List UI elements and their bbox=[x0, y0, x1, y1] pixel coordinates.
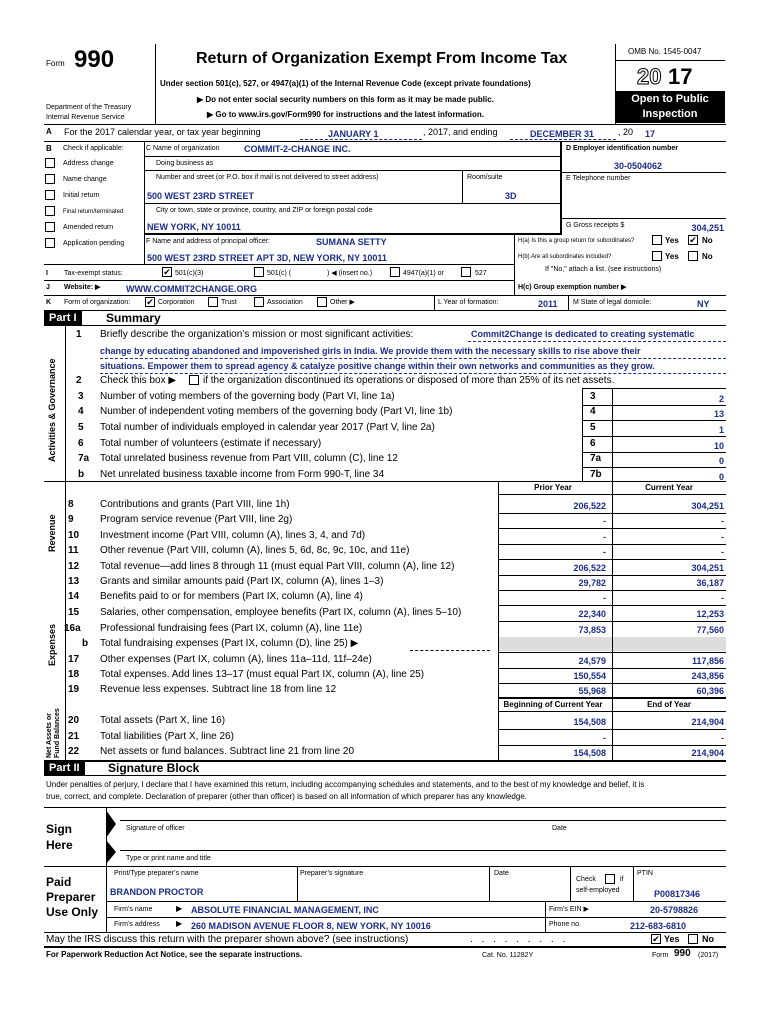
gov-line-value: 13 bbox=[713, 409, 724, 419]
4947-label: 4947(a)(1) or bbox=[403, 270, 444, 277]
fin-line-text: Other revenue (Part VIII, column (A), lines 5, 6d, 8c, 9c, 10c, and 11e) bbox=[100, 545, 410, 556]
discuss-yes: Yes bbox=[664, 934, 680, 944]
gov-row-rule bbox=[582, 467, 726, 468]
gross-receipts-label: G Gross receipts $ bbox=[566, 222, 625, 229]
line-i-label: I bbox=[46, 270, 48, 277]
fin-current-value: 304,251 bbox=[691, 501, 724, 511]
form-number: 990 bbox=[74, 46, 115, 73]
formation-year-label: L Year of formation: bbox=[438, 299, 499, 306]
irs-label: Internal Revenue Service bbox=[46, 114, 125, 121]
gov-line-text: Number of voting members of the governing body (Part VI, line 1a) bbox=[100, 391, 395, 402]
dba-label: Doing business as bbox=[156, 160, 214, 167]
if-label: if bbox=[620, 876, 624, 883]
initial-return-label: Initial return bbox=[63, 192, 100, 199]
fin-current-value: - bbox=[721, 532, 724, 542]
corporation-checkbox[interactable]: ✔ bbox=[146, 297, 154, 307]
527-checkbox[interactable] bbox=[461, 267, 471, 277]
cat-number: Cat. No. 11282Y bbox=[482, 952, 534, 959]
fin-current-value: - bbox=[721, 516, 724, 526]
gov-line-text: Net unrelated business taxable income from Form 990-T, line 34 bbox=[100, 469, 385, 480]
fin-prior-value: 206,522 bbox=[573, 501, 606, 511]
fin-line-num: 18 bbox=[68, 669, 80, 680]
line-a-20: , 20 bbox=[618, 127, 634, 137]
preparer-name-label: Print/Type preparer’s name bbox=[114, 870, 199, 877]
sign-arrow2-icon bbox=[106, 840, 118, 866]
section-b-label: B bbox=[46, 144, 52, 153]
initial-return-checkbox[interactable] bbox=[45, 190, 55, 200]
fin-line-num: 21 bbox=[68, 731, 80, 742]
mission-line3: situations. Empower them to spread agency & catalyze positive change within their own networks and communities as they grow. bbox=[100, 361, 655, 371]
fin-line-text: Investment income (Part VIII, column (A), lines 3, 4, and 7d) bbox=[100, 530, 366, 541]
org-name-label: C Name of organization bbox=[146, 145, 220, 152]
preparer-name: BRANDON PROCTOR bbox=[110, 887, 204, 897]
discuss-yes-checkbox[interactable]: ✔ bbox=[652, 934, 660, 944]
eoy-head: End of Year bbox=[647, 700, 691, 709]
line2-text1: Check this box ▶ bbox=[100, 375, 177, 386]
gov-row-rule bbox=[582, 420, 726, 421]
other-label: Other ▶ bbox=[330, 299, 355, 306]
website-label: Website: ▶ bbox=[64, 284, 101, 291]
name-change-label: Name change bbox=[63, 176, 107, 183]
fin-line-num: 20 bbox=[68, 715, 80, 726]
fin-prior-value: 154,508 bbox=[573, 717, 606, 727]
fin-line-num: 14 bbox=[68, 591, 80, 602]
gov-line-num: 5 bbox=[78, 422, 84, 433]
fin-prior-value: - bbox=[603, 593, 606, 603]
fin-line-text: Salaries, other compensation, employee benefits (Part IX, column (A), lines 5–10) bbox=[100, 607, 462, 618]
hb-label: H(b) Are all subordinates included? bbox=[518, 254, 612, 260]
part1-label: Part I bbox=[44, 311, 82, 325]
hb-yes: Yes bbox=[665, 252, 679, 261]
other-checkbox[interactable] bbox=[317, 297, 327, 307]
tax-year-yr: 17 bbox=[645, 129, 656, 139]
fin-prior-value: - bbox=[603, 516, 606, 526]
dept-treasury: Department of the Treasury bbox=[46, 104, 132, 111]
year-outline: 20 bbox=[637, 64, 662, 89]
fin-line-num: 8 bbox=[68, 499, 74, 510]
gov-row-rule bbox=[582, 452, 726, 453]
final-return-checkbox[interactable] bbox=[45, 206, 55, 216]
line-a-text: For the 2017 calendar year, or tax year beginning bbox=[64, 127, 261, 137]
fin-current-value: 12,253 bbox=[696, 609, 724, 619]
officer-name: SUMANA SETTY bbox=[316, 237, 387, 247]
line-a-label: A bbox=[46, 127, 52, 136]
part1-title: Summary bbox=[106, 311, 161, 325]
officer-address: 500 WEST 23RD STREET APT 3D, NEW YORK, NY 10011 bbox=[147, 253, 387, 263]
line2-text2: if the organization discontinued its operations or disposed of more than 25% of its net assets. bbox=[203, 375, 615, 386]
fin-line-text: Net assets or fund balances. Subtract line 21 from line 20 bbox=[100, 746, 355, 757]
footer-year: (2017) bbox=[698, 952, 719, 959]
form-title: Return of Organization Exempt From Income Tax bbox=[196, 50, 568, 67]
ha-yes: Yes bbox=[665, 236, 679, 245]
fin-current-value: - bbox=[721, 733, 724, 743]
use-only-label: Use Only bbox=[46, 905, 99, 919]
gov-line-box: 4 bbox=[590, 406, 596, 417]
line-k-label: K bbox=[46, 299, 52, 306]
gov-line-num: 4 bbox=[78, 406, 84, 417]
self-employed-checkbox[interactable] bbox=[605, 874, 615, 884]
fin-current-value: - bbox=[721, 547, 724, 557]
address-change-checkbox[interactable] bbox=[45, 158, 55, 168]
fin-line-num: b bbox=[82, 638, 89, 649]
footer-form: Form bbox=[652, 952, 669, 959]
ha-no-checkbox[interactable]: ✔ bbox=[689, 235, 697, 245]
section-b-title: Check if applicable: bbox=[63, 145, 124, 152]
hc-label: H(c) Group exemption number ▶ bbox=[518, 284, 627, 291]
firm-address-label: Firm’s address bbox=[114, 921, 160, 928]
city-state-zip: NEW YORK, NY 10011 bbox=[147, 222, 241, 232]
fin-line-num: 16a bbox=[64, 623, 81, 634]
gov-line-text: Total number of volunteers (estimate if necessary) bbox=[100, 438, 322, 449]
year-bold: 17 bbox=[668, 64, 693, 89]
fin-prior-value: 150,554 bbox=[573, 671, 606, 681]
fin-line-text: Total liabilities (Part X, line 26) bbox=[100, 731, 234, 742]
501c3-label: 501(c)(3) bbox=[175, 270, 204, 277]
fin-prior-value: 73,853 bbox=[578, 625, 606, 635]
tax-exempt-label: Tax-exempt status: bbox=[64, 270, 123, 277]
association-label: Association bbox=[267, 299, 303, 306]
perjury-line2: true, correct, and complete. Declaration of preparer (other than officer) is based on all information of which preparer has any knowledge. bbox=[46, 792, 527, 801]
here-label: Here bbox=[46, 838, 73, 852]
gov-line-box: 3 bbox=[590, 391, 596, 402]
gov-row-rule bbox=[582, 436, 726, 437]
firm-ein-label: Firm’s EIN ▶ bbox=[549, 906, 589, 913]
fin-line-text: Benefits paid to or for members (Part IX, column (A), line 4) bbox=[100, 591, 363, 602]
city-label: City or town, state or province, country, and ZIP or foreign postal code bbox=[156, 207, 373, 214]
tax-year-begin: JANUARY 1 bbox=[328, 129, 379, 139]
application-pending-checkbox[interactable] bbox=[45, 238, 55, 248]
fin-current-value: 214,904 bbox=[691, 717, 724, 727]
fin-line-text: Grants and similar amounts paid (Part IX, column (A), lines 1–3) bbox=[100, 576, 384, 587]
discontinued-checkbox[interactable] bbox=[189, 375, 199, 385]
gov-line-num: 3 bbox=[78, 391, 84, 402]
gov-line-value: 0 bbox=[718, 472, 724, 482]
gov-line-text: Total unrelated business revenue from Part VIII, column (C), line 12 bbox=[100, 453, 398, 464]
amended-return-label: Amended return bbox=[63, 224, 114, 231]
association-checkbox[interactable] bbox=[254, 297, 264, 307]
gov-line-value: 1 bbox=[718, 425, 724, 435]
firm-address-arrow: ▶ bbox=[176, 919, 183, 928]
ptin: P00817346 bbox=[654, 889, 701, 899]
fin-current-value: 304,251 bbox=[691, 563, 724, 573]
fin-prior-value: 24,579 bbox=[578, 656, 606, 666]
gov-line-text: Number of independent voting members of the governing body (Part VI, line 1b) bbox=[100, 406, 453, 417]
room-suite-label: Room/suite bbox=[467, 174, 503, 181]
part2-title: Signature Block bbox=[108, 761, 200, 775]
street-label: Number and street (or P.O. box if mail is not delivered to street address) bbox=[156, 174, 379, 181]
gov-row-rule bbox=[582, 405, 726, 406]
gov-line-text: Total number of individuals employed in calendar year 2017 (Part V, line 2a) bbox=[100, 422, 435, 433]
discuss-no-checkbox[interactable] bbox=[688, 934, 698, 944]
hb-no-checkbox[interactable] bbox=[688, 251, 698, 261]
gov-line-box: 7b bbox=[590, 469, 602, 480]
line-a-mid: , 2017, and ending bbox=[423, 127, 498, 137]
firm-ein: 20-5798826 bbox=[650, 905, 699, 915]
footer-notice: For Paperwork Reduction Act Notice, see the separate instructions. bbox=[46, 950, 303, 959]
discuss-no: No bbox=[702, 934, 714, 944]
501c-label: 501(c) ( bbox=[267, 270, 292, 277]
fin-prior-value: - bbox=[603, 733, 606, 743]
fin-line-num: 11 bbox=[68, 545, 79, 556]
officer-label: F Name and address of principal officer: bbox=[146, 238, 270, 245]
firm-name-label: Firm’s name bbox=[114, 906, 153, 913]
fin-prior-value: 154,508 bbox=[573, 748, 606, 758]
firm-address: 260 MADISON AVENUE FLOOR 8, NEW YORK, NY 10016 bbox=[191, 921, 431, 931]
fin-line-text: Revenue less expenses. Subtract line 18 from line 12 bbox=[100, 684, 337, 695]
website[interactable]: WWW.COMMIT2CHANGE.ORG bbox=[126, 284, 257, 294]
hb-no: No bbox=[702, 252, 713, 261]
preparer-phone: 212-683-6810 bbox=[630, 921, 687, 931]
fin-line-num: 15 bbox=[68, 607, 80, 618]
self-employed-label: self-employed bbox=[576, 887, 620, 894]
fin-line-text: Total fundraising expenses (Part IX, column (D), line 25) ▶ bbox=[100, 638, 359, 649]
signature-officer-label: Signature of officer bbox=[126, 825, 185, 832]
fin-line-num: 12 bbox=[68, 561, 80, 572]
address-change-label: Address change bbox=[63, 160, 114, 167]
ha-label: H(a) Is this a group return for subordinates? bbox=[518, 238, 635, 244]
phone-label: E Telephone number bbox=[566, 175, 631, 182]
application-pending-label: Application pending bbox=[63, 240, 125, 247]
org-name: COMMIT-2-CHANGE INC. bbox=[244, 144, 351, 154]
mission-line1: Commit2Change is dedicated to creating systematic bbox=[471, 329, 695, 339]
domicile: NY bbox=[697, 299, 710, 309]
firm-name: ABSOLUTE FINANCIAL MANAGEMENT, INC bbox=[191, 905, 379, 915]
line2-num: 2 bbox=[76, 375, 82, 386]
sign-arrow-icon bbox=[106, 810, 118, 840]
ssn-notice: ▶ Do not enter social security numbers on this form as it may be made public. bbox=[197, 95, 494, 104]
hb-yes-checkbox[interactable] bbox=[652, 251, 662, 261]
inspection: Inspection bbox=[642, 108, 698, 120]
fin-line-text: Professional fundraising fees (Part IX, column (A), line 11e) bbox=[100, 623, 363, 634]
501c3-checkbox[interactable]: ✔ bbox=[163, 267, 171, 277]
formation-year: 2011 bbox=[538, 299, 558, 309]
fin-current-value: 117,856 bbox=[691, 656, 724, 666]
discuss-text: May the IRS discuss this return with the preparer shown above? (see instructions) bbox=[46, 934, 409, 945]
fin-prior-value: 22,340 bbox=[578, 609, 606, 619]
fin-line-text: Total revenue—add lines 8 through 11 (must equal Part VIII, column (A), line 12) bbox=[100, 561, 455, 572]
fin-line-text: Total assets (Part X, line 16) bbox=[100, 715, 226, 726]
fin-line-num: 10 bbox=[68, 530, 80, 541]
gross-receipts: 304,251 bbox=[691, 223, 724, 233]
fin-line-num: 19 bbox=[68, 684, 80, 695]
fin-current-value: 77,560 bbox=[696, 625, 724, 635]
open-public: Open to Public bbox=[631, 93, 709, 105]
side-net-assets: Net Assets or Fund Balances bbox=[46, 708, 61, 758]
amended-return-checkbox[interactable] bbox=[45, 222, 55, 232]
form-label: Form bbox=[46, 59, 65, 68]
line-j-label: J bbox=[46, 284, 50, 291]
sign-date-label: Date bbox=[552, 825, 567, 832]
preparer-label: Preparer bbox=[46, 890, 96, 904]
ha-no: No bbox=[702, 236, 713, 245]
fin-line-text: Contributions and grants (Part VIII, line 1h) bbox=[100, 499, 290, 510]
fin-line-num: 9 bbox=[68, 514, 74, 525]
gov-line-num: 6 bbox=[78, 438, 84, 449]
boy-head: Beginning of Current Year bbox=[503, 700, 603, 709]
preparer-date-label: Date bbox=[494, 870, 509, 877]
gov-line-box: 5 bbox=[590, 422, 596, 433]
hb-note: If "No," attach a list. (see instructions) bbox=[545, 266, 662, 273]
side-activities: Activities & Governance bbox=[47, 358, 57, 462]
sign-label: Sign bbox=[46, 822, 72, 836]
room-suite: 3D bbox=[505, 191, 517, 201]
org-form-label: Form of organization: bbox=[64, 299, 131, 306]
side-revenue: Revenue bbox=[47, 514, 57, 552]
ein-label: D Employer identification number bbox=[566, 145, 679, 152]
perjury-line1: Under penalties of perjury, I declare that I have examined this return, including accompanying schedules and statements, and to the best of my knowledge and belief, it is bbox=[46, 780, 645, 789]
fin-prior-value: 55,968 bbox=[578, 686, 606, 696]
fin-line-text: Program service revenue (Part VIII, line 2g) bbox=[100, 514, 293, 525]
fin-prior-value: - bbox=[603, 547, 606, 557]
gov-line-value: 0 bbox=[718, 456, 724, 466]
preparer-signature-label: Preparer’s signature bbox=[300, 870, 364, 877]
phone-no-label: Phone no. bbox=[549, 921, 581, 928]
fin-line-num: 13 bbox=[68, 576, 80, 587]
check-label: Check bbox=[576, 876, 596, 883]
footer-form-num: 990 bbox=[674, 948, 691, 959]
gov-line-value: 2 bbox=[718, 394, 724, 404]
gov-line-num: 7a bbox=[78, 453, 90, 464]
gov-line-value: 10 bbox=[713, 441, 724, 451]
tax-year-end: DECEMBER 31 bbox=[530, 129, 595, 139]
trust-label: Trust bbox=[221, 299, 237, 306]
fin-line-text: Other expenses (Part IX, column (A), lines 11a–11d, 11f–24e) bbox=[100, 654, 372, 665]
fin-line-text: Total expenses. Add lines 13–17 (must equal Part IX, column (A), line 25) bbox=[100, 669, 425, 680]
prior-year-head: Prior Year bbox=[534, 483, 572, 492]
street-address: 500 WEST 23RD STREET bbox=[147, 191, 255, 201]
fin-current-value: 60,396 bbox=[696, 686, 724, 696]
fin-current-value: 214,904 bbox=[691, 748, 724, 758]
527-label: 527 bbox=[475, 270, 487, 277]
501c-checkbox[interactable] bbox=[254, 267, 264, 277]
paid-label: Paid bbox=[46, 875, 72, 889]
ptin-label: PTIN bbox=[637, 870, 653, 877]
type-name-label: Type or print name and title bbox=[126, 855, 211, 862]
discuss-dots: . . . . . . . . . bbox=[470, 934, 569, 945]
trust-checkbox[interactable] bbox=[208, 297, 218, 307]
mission-line2: change by educating abandoned and impoverished girls in India. We provide them with the necessary skills to rise above their bbox=[100, 346, 641, 356]
firm-name-arrow: ▶ bbox=[176, 904, 183, 913]
line1-text: Briefly describe the organization’s mission or most significant activities: bbox=[100, 329, 414, 340]
gov-line-num: b bbox=[78, 469, 85, 480]
4947-checkbox[interactable] bbox=[390, 267, 400, 277]
fin-line-num: 17 bbox=[68, 654, 80, 665]
fin-line-num: 22 bbox=[68, 746, 80, 757]
ha-yes-checkbox[interactable] bbox=[652, 235, 662, 245]
fin-prior-value: 29,782 bbox=[578, 578, 606, 588]
ein: 30-0504062 bbox=[614, 161, 663, 171]
part2-label: Part II bbox=[44, 761, 85, 775]
final-return-label: Final return/terminated bbox=[63, 209, 124, 215]
fin-current-value: 243,856 bbox=[691, 671, 724, 681]
corporation-label: Corporation bbox=[158, 299, 195, 306]
current-year-head: Current Year bbox=[645, 483, 693, 492]
fin-prior-value: 206,522 bbox=[573, 563, 606, 573]
gov-line-box: 7a bbox=[590, 453, 602, 464]
fin-prior-value: - bbox=[603, 532, 606, 542]
gov-line-box: 6 bbox=[590, 438, 596, 449]
domicile-label: M State of legal domicile: bbox=[573, 299, 652, 306]
fin-current-value: 36,187 bbox=[696, 578, 724, 588]
fin-current-value: - bbox=[721, 593, 724, 603]
omb-number: OMB No. 1545-0047 bbox=[628, 47, 702, 56]
insert-no-label: ) ◀ (insert no.) bbox=[327, 270, 373, 277]
line1-num: 1 bbox=[76, 329, 82, 340]
form-subtitle: Under section 501(c), 527, or 4947(a)(1) of the Internal Revenue Code (except private foundations) bbox=[160, 79, 531, 88]
website-notice: ▶ Go to www.irs.gov/Form990 for instructions and the latest information. bbox=[207, 110, 484, 119]
side-expenses: Expenses bbox=[47, 623, 57, 666]
name-change-checkbox[interactable] bbox=[45, 174, 55, 184]
